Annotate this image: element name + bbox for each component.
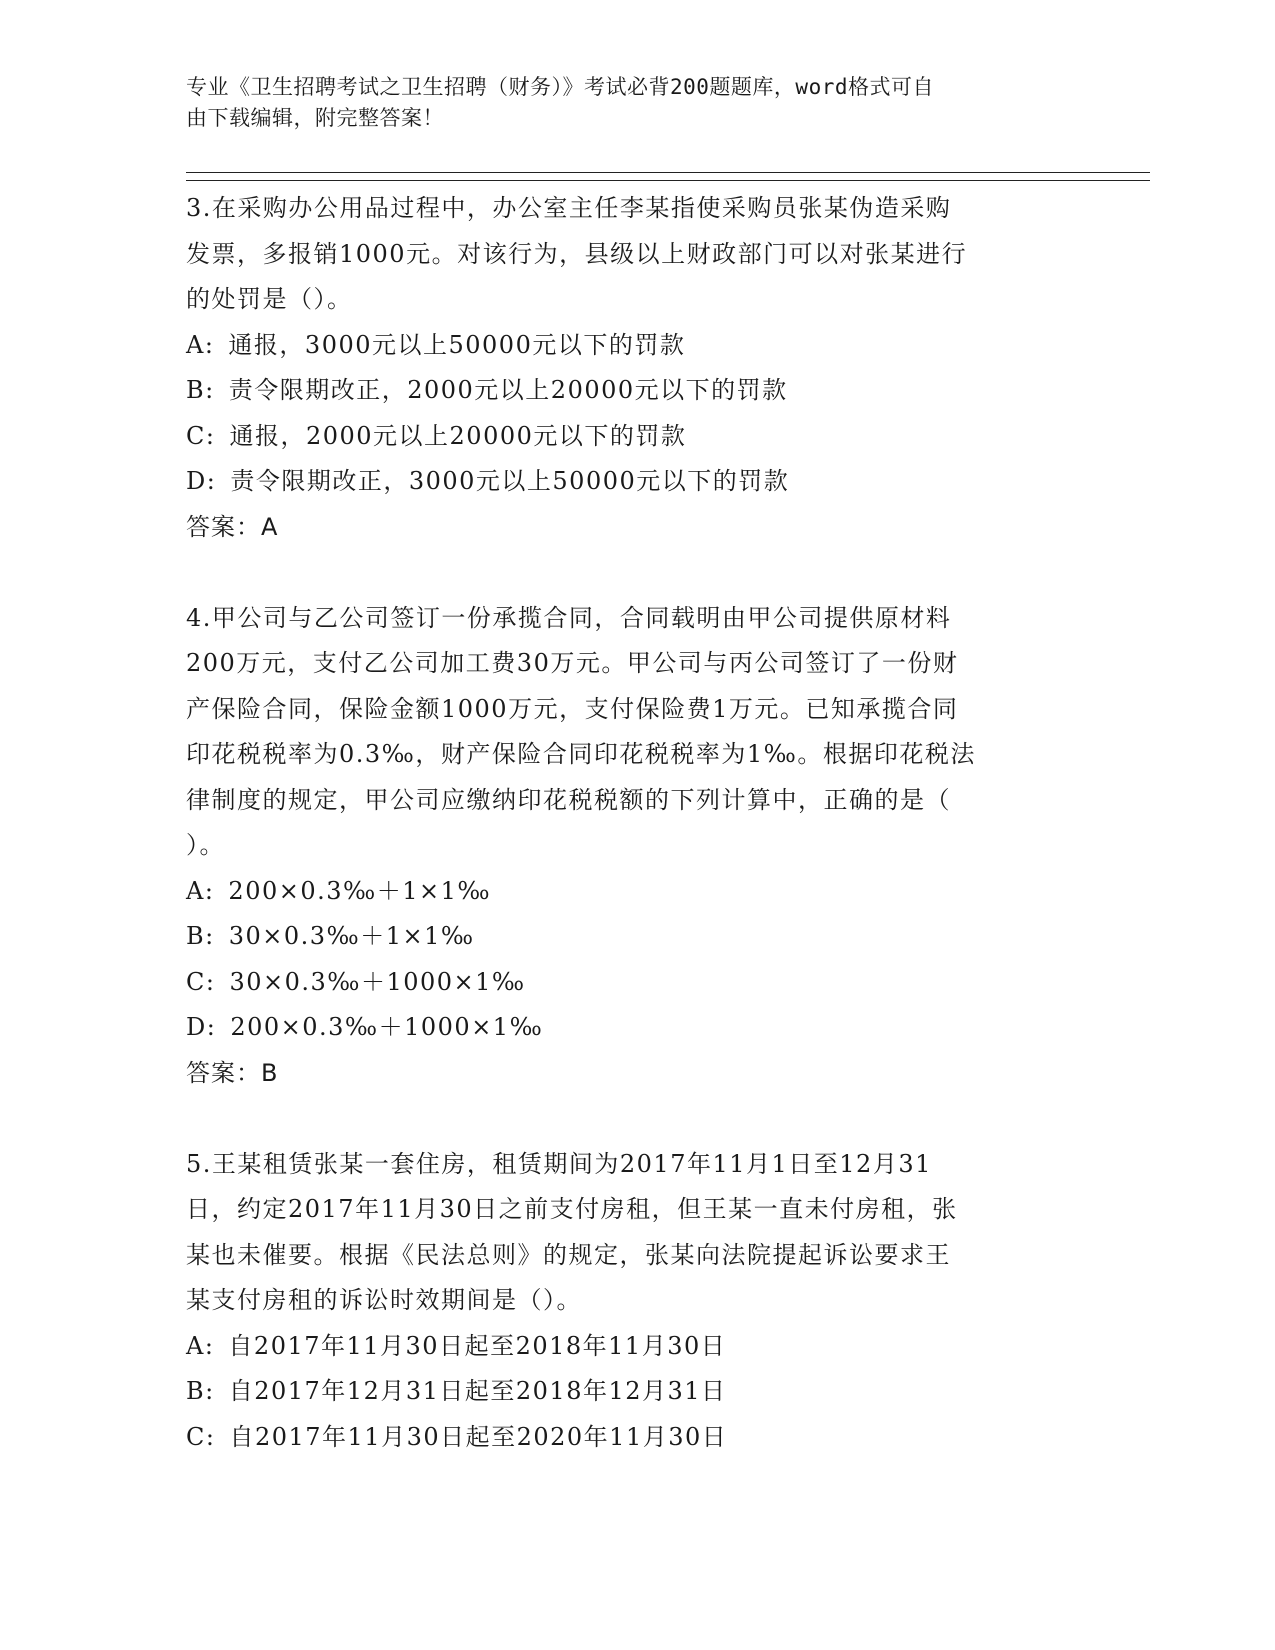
- question-stem-line: 4.甲公司与乙公司签订一份承揽合同，合同载明由甲公司提供原材料: [186, 603, 952, 632]
- question-stem-line: 的处罚是（）。: [186, 285, 353, 313]
- option-c: C: 通报，2000元以上20000元以下的罚款: [186, 421, 687, 450]
- header-rule-bottom: [186, 180, 1150, 181]
- question-list: [186, 186, 1086, 1460]
- answer-line: 答案：A: [186, 512, 279, 541]
- question-stem-line: 产保险合同，保险金额1000万元，支付保险费1万元。已知承揽合同: [186, 694, 959, 723]
- option-b: B: 自2017年12月31日起至2018年12月31日: [186, 1377, 727, 1405]
- option-a: A: 自2017年11月30日起至2018年11月30日: [186, 1331, 727, 1360]
- question-stem-line: 某支付房租的诉讼时效期间是（）。: [186, 1286, 582, 1314]
- question-stem-line: 印花税税率为0.3‰，财产保险合同印花税税率为1‰。根据印花税法: [186, 740, 976, 768]
- header-rule-top: [186, 172, 1150, 173]
- option-c: C: 30×0.3‰＋1000×1‰: [186, 967, 526, 996]
- option-b: B: 30×0.3‰＋1×1‰: [186, 922, 475, 950]
- option-c: C: 自2017年11月30日起至2020年11月30日: [186, 1422, 728, 1451]
- question-5: [186, 1142, 1086, 1461]
- question-stem-line: 5.王某租赁张某一套住房，租赁期间为2017年11月1日至12月31: [186, 1149, 932, 1178]
- question-stem-line: 200万元，支付乙公司加工费30万元。甲公司与丙公司签订了一份财: [186, 649, 959, 677]
- question-stem-line: 日，约定2017年11月30日之前支付房租，但王某一直未付房租，张: [186, 1195, 958, 1223]
- question-stem-line: 某也未催要。根据《民法总则》的规定，张某向法院提起诉讼要求王: [186, 1240, 951, 1269]
- answer-line: 答案：B: [186, 1058, 279, 1087]
- question-stem-line: 律制度的规定，甲公司应缴纳印花税税额的下列计算中，正确的是（: [186, 785, 951, 814]
- question-stem-line: ）。: [186, 831, 225, 859]
- page-header: [186, 72, 1066, 134]
- option-a: A: 200×0.3‰＋1×1‰: [186, 876, 492, 905]
- option-a: A: 通报，3000元以上50000元以下的罚款: [186, 330, 686, 359]
- option-b: B: 责令限期改正，2000元以上20000元以下的罚款: [186, 376, 788, 404]
- option-d: D: 责令限期改正，3000元以上50000元以下的罚款: [186, 467, 790, 495]
- question-stem-line: 3.在采购办公用品过程中，办公室主任李某指使采购员张某伪造采购: [186, 194, 952, 222]
- header-line-1: 专业《卫生招聘考试之卫生招聘（财务）》考试必背200题题库，word格式可自: [186, 75, 934, 99]
- question-stem-line: 发票，多报销1000元。对该行为，县级以上财政部门可以对张某进行: [186, 239, 968, 268]
- option-d: D: 200×0.3‰＋1000×1‰: [186, 1013, 544, 1041]
- header-line-2: 由下载编辑，附完整答案！: [186, 106, 444, 130]
- question-3: [186, 186, 1086, 550]
- question-4: [186, 596, 1086, 1097]
